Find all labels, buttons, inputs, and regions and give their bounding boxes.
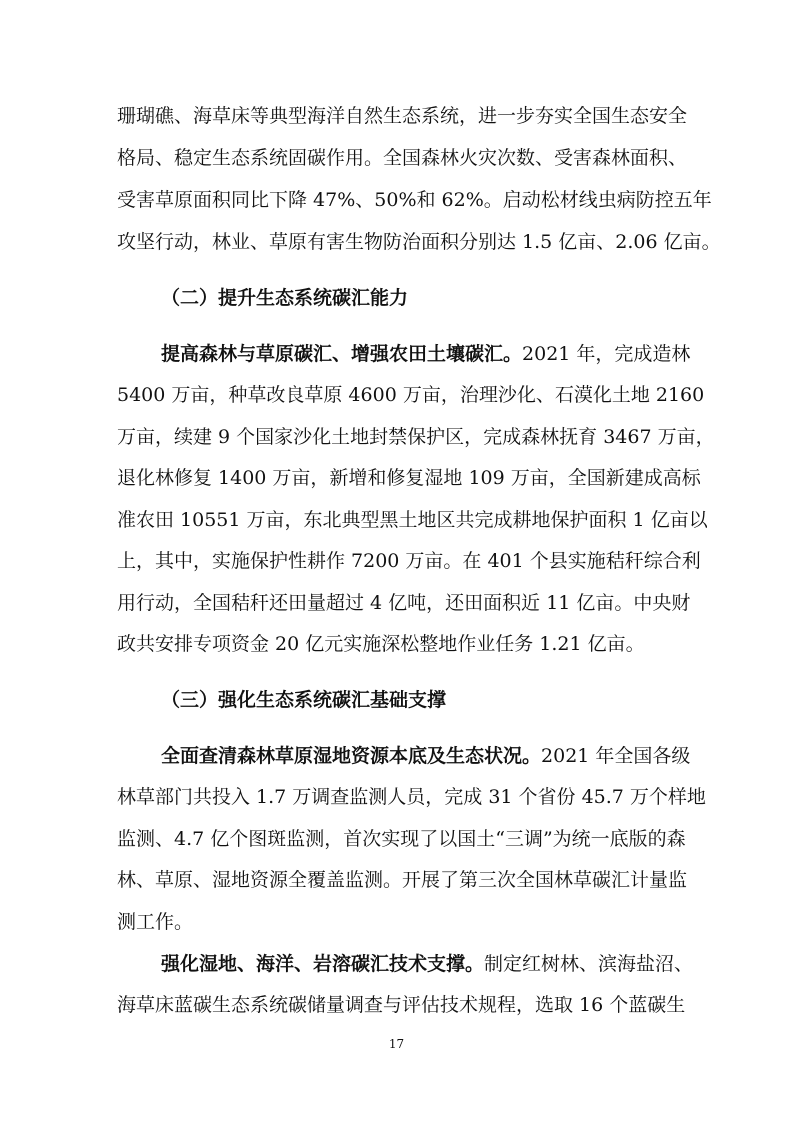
paragraph-line — [117, 744, 691, 768]
paragraph-lead: 强化湿地、海洋、岩溶碳汇技术支撑。 — [161, 953, 485, 975]
paragraph-text: 制定红树林、滨海盐沼、 — [484, 953, 694, 975]
paragraph-line: 5400 万亩，种草改良草原 4600 万亩，治理沙化、石漠化土地 2160 — [117, 384, 705, 406]
paragraph-line: 林、草原、湿地资源全覆盖监测。开展了第三次全国林草碳汇计量监 — [117, 869, 688, 891]
paragraph-line: 监测、4.7 亿个图斑监测，首次实现了以国土“三调”为统一底版的森 — [117, 828, 686, 850]
paragraph-line: 上，其中，实施保护性耕作 7200 万亩。在 401 个县实施秸秆综合利 — [117, 550, 701, 572]
paragraph-line: 攻坚行动，林业、草原有害生物防治面积分别达 1.5 亿亩、2.06 亿亩。 — [117, 231, 721, 253]
paragraph-line — [117, 342, 691, 366]
paragraph-lead: 提高森林与草原碳汇、增强农田土壤碳汇。 — [161, 343, 523, 365]
paragraph-line: 测工作。 — [117, 911, 194, 933]
paragraph-line: 万亩，续建 9 个国家沙化土地封禁保护区，完成森林抚育 3467 万亩， — [117, 426, 715, 448]
paragraph-line: 海草床蓝碳生态系统碳储量调查与评估技术规程，选取 16 个蓝碳生 — [117, 994, 686, 1016]
paragraph-line: 受害草原面积同比下降 47%、50%和 62%。启动松材线虫病防控五年 — [117, 189, 712, 211]
paragraph-line: 格局、稳定生态系统固碳作用。全国森林火灾次数、受害森林面积、 — [117, 147, 688, 169]
section-heading: （二）提升生态系统碳汇能力 — [161, 287, 409, 309]
paragraph-lead: 全面查清森林草原湿地资源本底及生态状况。 — [161, 745, 542, 767]
paragraph-text: 2021 年全国各级 — [541, 745, 691, 767]
page-number: 17 — [388, 1037, 405, 1051]
paragraph-line: 用行动，全国秸秆还田量超过 4 亿吨，还田面积近 11 亿亩。中央财 — [117, 592, 691, 614]
paragraph-line: 政共安排专项资金 20 亿元实施深松整地作业任务 1.21 亿亩。 — [117, 633, 645, 655]
section-heading: （三）强化生态系统碳汇基础支撑 — [161, 689, 447, 711]
paragraph-line: 退化林修复 1400 万亩，新增和修复湿地 109 万亩，全国新建成高标 — [117, 467, 701, 489]
paragraph-text: 2021 年，完成造林 — [522, 343, 691, 365]
paragraph-line: 林草部门共投入 1.7 万调查监测人员，完成 31 个省份 45.7 万个样地 — [117, 786, 706, 808]
paragraph-line: 珊瑚礁、海草床等典型海洋自然生态系统，进一步夯实全国生态安全 — [117, 105, 688, 127]
paragraph-line — [117, 952, 694, 976]
paragraph-line: 准农田 10551 万亩，东北典型黑土地区共完成耕地保护面积 1 亿亩以 — [117, 509, 708, 531]
